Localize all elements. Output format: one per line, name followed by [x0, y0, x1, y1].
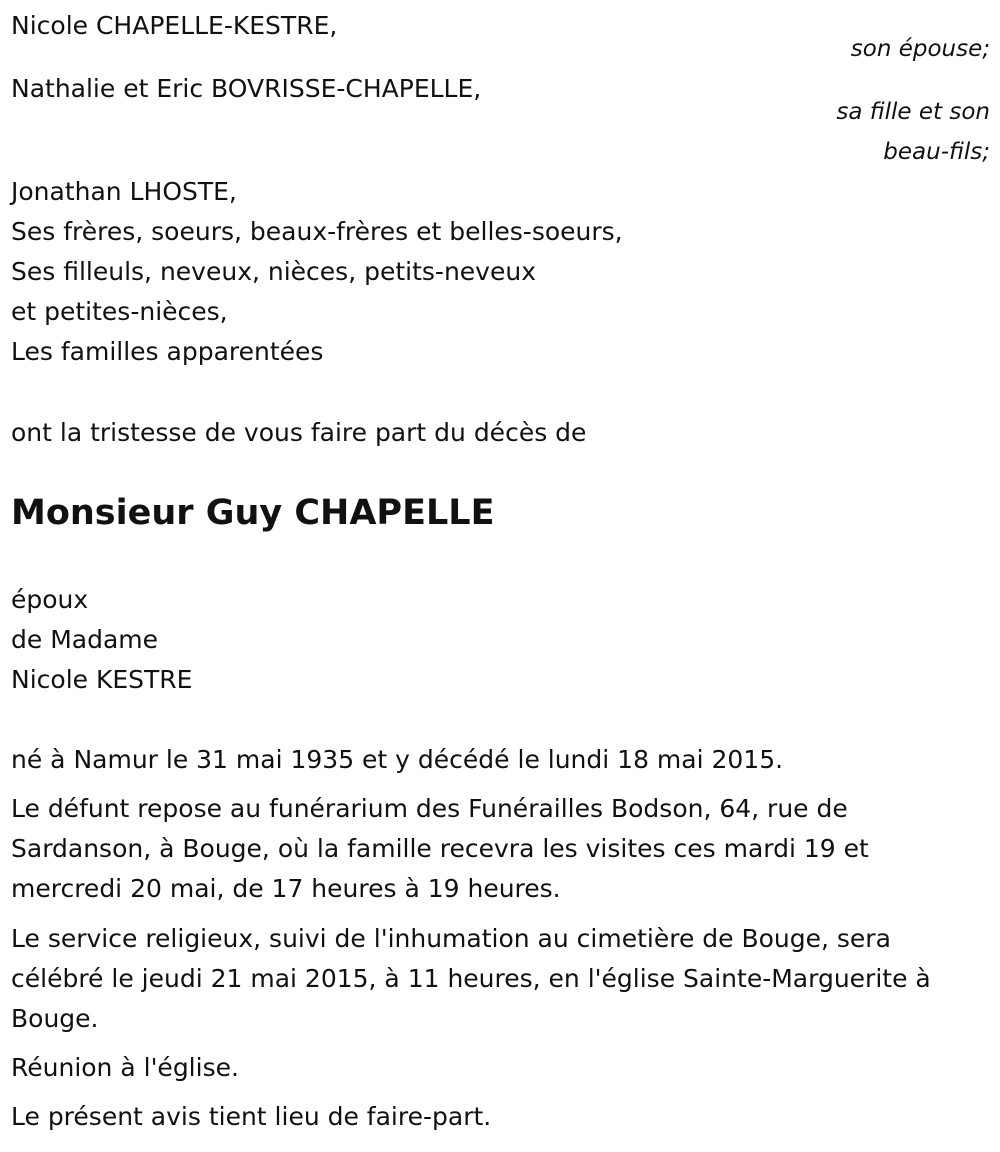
announcement-text: ont la tristesse de vous faire part du décès de — [11, 418, 587, 447]
meeting-info: Réunion à l'église. — [11, 1053, 239, 1082]
relation-spouse: son épouse; — [850, 36, 990, 62]
family-member-spouse: Nicole CHAPELLE-KESTRE, — [11, 11, 338, 40]
service-info: Le service religieux, suivi de l'inhumation au cimetière de Bouge, sera célébré le jeudi 21 mai 2015, à 11 heures, en l'église Sainte-Marguerite à Bouge. — [11, 924, 931, 1033]
spouse-line-3: Nicole KESTRE — [11, 665, 193, 694]
spouse-line-1: époux — [11, 585, 89, 614]
family-grandnieces: et petites-nièces, — [11, 297, 228, 326]
notice-info: Le présent avis tient lieu de faire-part. — [11, 1102, 492, 1131]
visitation-info: Le défunt repose au funérarium des Funérailles Bodson, 64, rue de Sardanson, à Bouge, où la famille recevra les visites ces mardi 19 et mercredi 20 mai, de 17 heures à 19 heures. — [11, 794, 869, 903]
family-godchildren: Ses filleuls, neveux, nièces, petits-neveux — [11, 257, 536, 286]
birth-death-info: né à Namur le 31 mai 1935 et y décédé le lundi 18 mai 2015. — [11, 745, 784, 774]
family-related: Les familles apparentées — [11, 337, 324, 366]
family-member-daughter: Nathalie et Eric BOVRISSE-CHAPELLE, — [11, 74, 482, 103]
relation-daughter-a: sa fille et son — [836, 99, 990, 125]
spouse-line-2: de Madame — [11, 625, 159, 654]
family-siblings: Ses frères, soeurs, beaux-frères et belles-soeurs, — [11, 217, 623, 246]
deceased-name: Monsieur Guy CHAPELLE — [11, 493, 495, 533]
relation-daughter-b: beau-fils; — [883, 139, 990, 165]
family-member-grandson: Jonathan LHOSTE, — [11, 177, 237, 206]
